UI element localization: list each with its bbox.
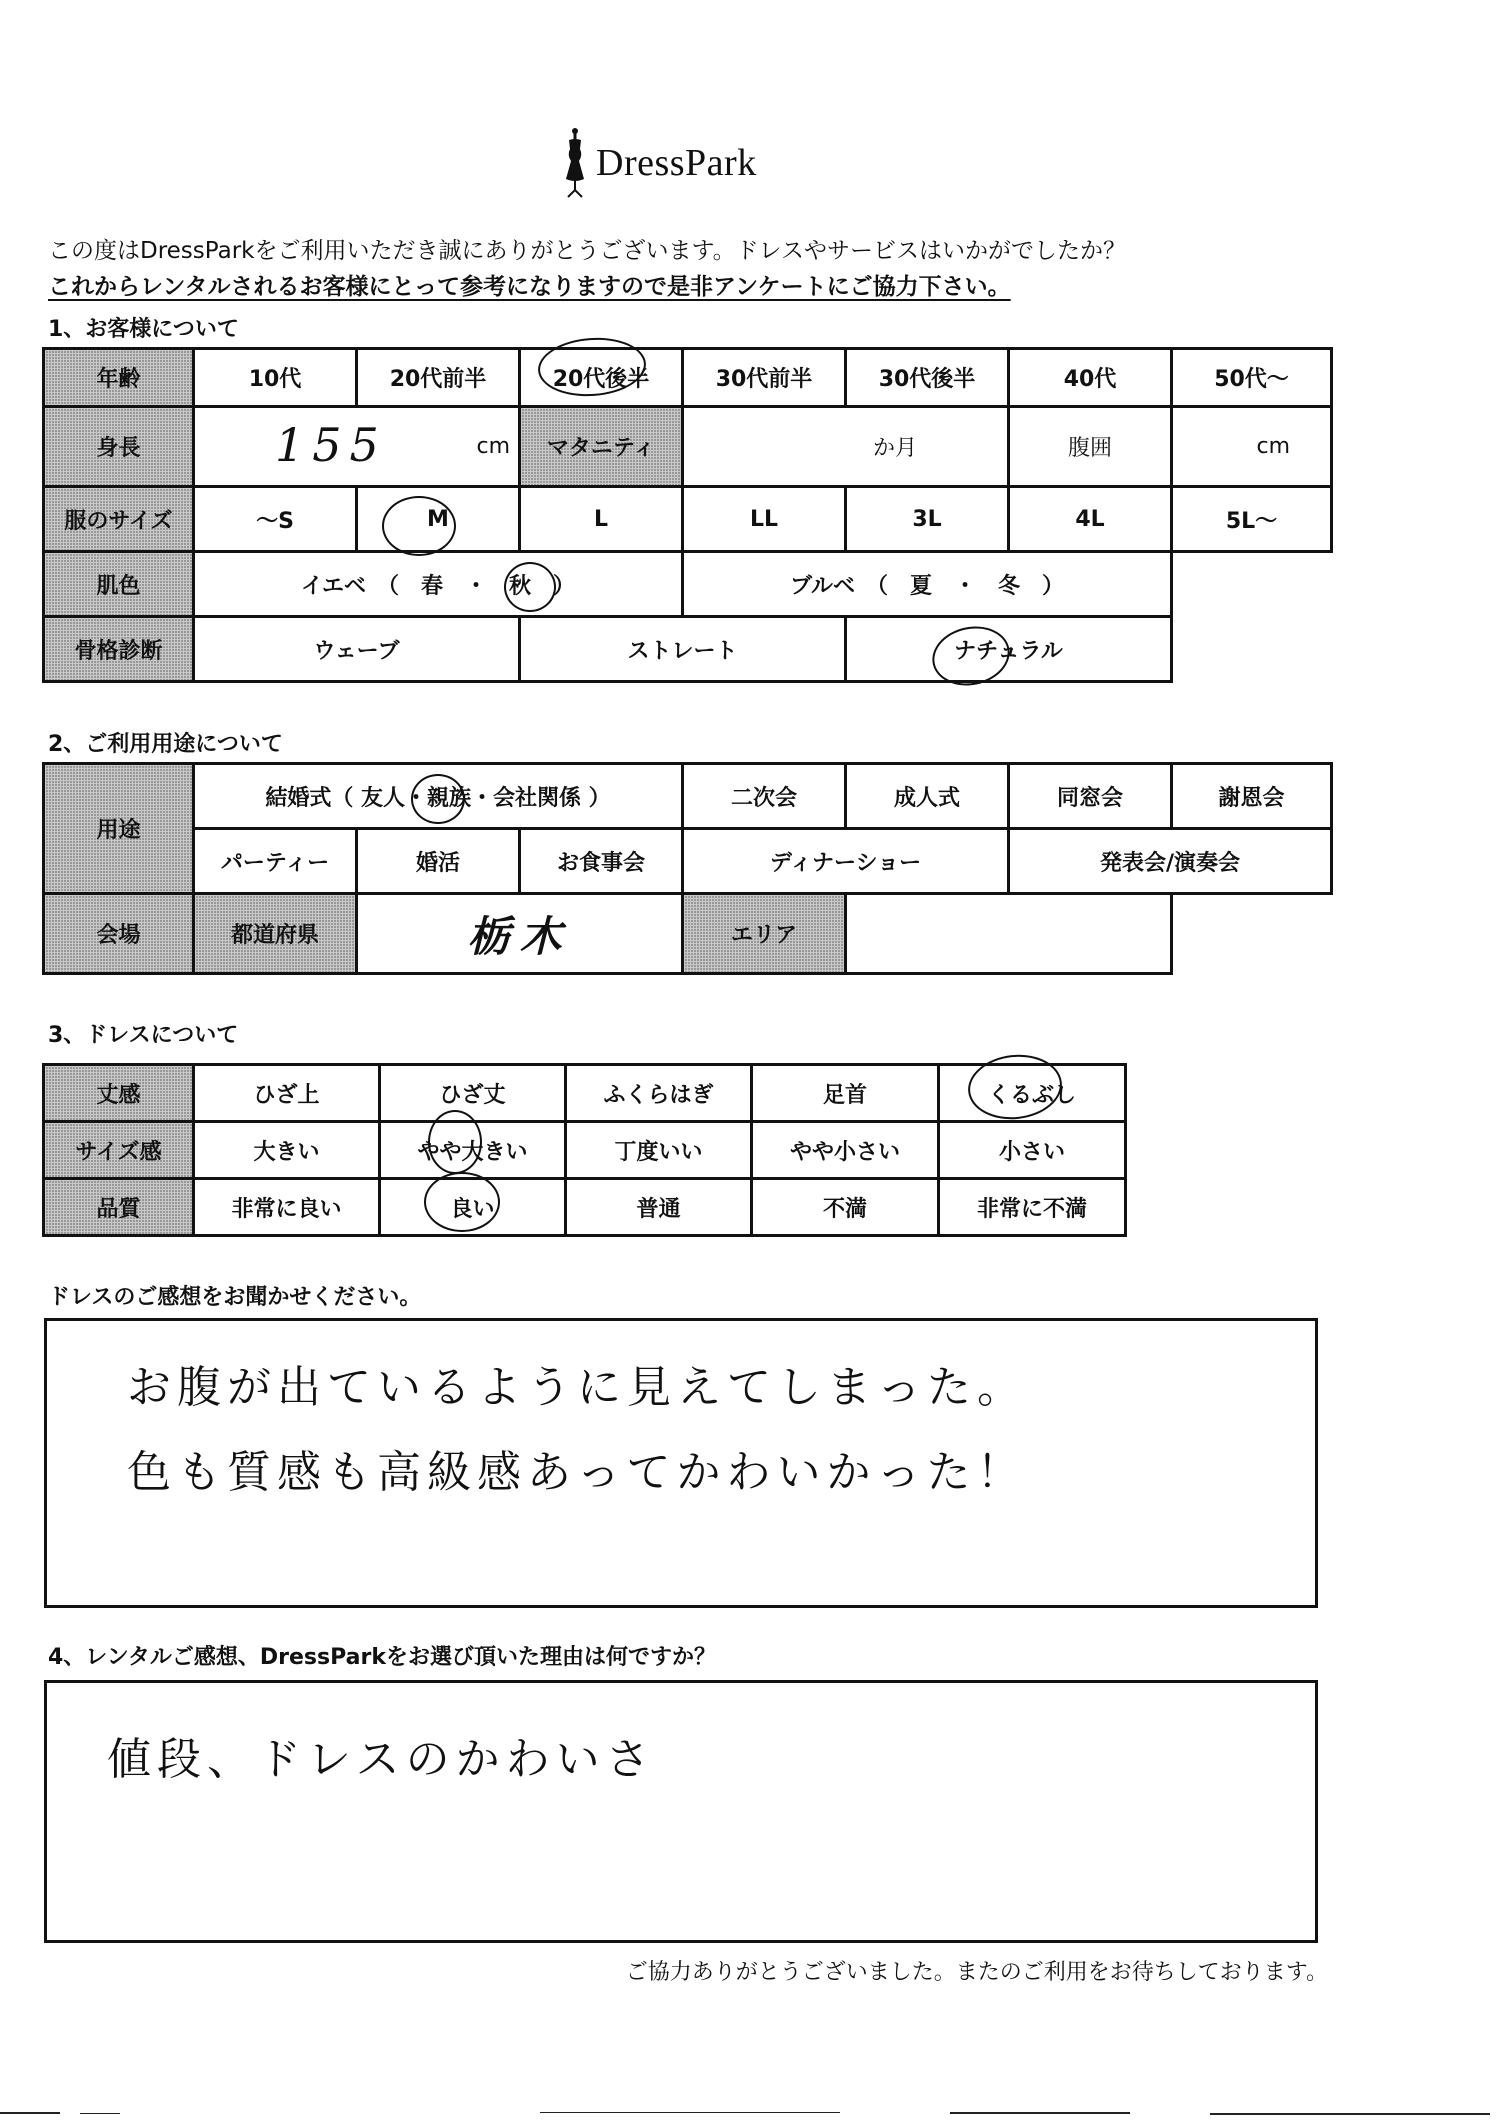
section2-title: 2、ご利用用途について	[48, 732, 283, 757]
age-row	[44, 349, 1332, 407]
age-option-early-20s[interactable]: 20代前半	[357, 349, 520, 407]
skeleton-row	[44, 617, 1332, 682]
usage-option-recital[interactable]: 発表会/演奏会	[1009, 829, 1332, 894]
empty-cell	[1172, 894, 1332, 974]
waist-label: 腹囲	[1009, 407, 1172, 487]
footer-thanks: ご協力ありがとうございました。またのご利用をお待ちしております。	[625, 1960, 1328, 1985]
quality-option-poor[interactable]: 不満	[752, 1179, 939, 1236]
usage-row-1	[44, 764, 1332, 829]
maternity-label: マタニティ	[520, 407, 683, 487]
section4-title: 4、レンタルご感想、DressParkをお選び頂いた理由は何ですか？	[48, 1645, 716, 1670]
scan-artifact	[950, 2112, 1130, 2114]
reason-answer: 値段、ドレスのかわいさ	[107, 1734, 656, 1785]
impressions-line-1: お腹が出ているように見えてしまった。	[127, 1362, 1027, 1413]
usage-table	[42, 762, 1333, 975]
skeleton-option-straight[interactable]: ストレート	[520, 617, 846, 682]
height-value: 155	[275, 418, 387, 472]
prefecture-value[interactable]: 栃木	[357, 894, 683, 974]
reason-box[interactable]	[44, 1680, 1318, 1943]
logo	[560, 118, 757, 208]
area-label: エリア	[683, 894, 846, 974]
length-label: 丈感	[44, 1065, 194, 1122]
size-option-4l[interactable]: 4L	[1009, 487, 1172, 552]
section3-title: 3、ドレスについて	[48, 1023, 239, 1048]
impressions-prompt: ドレスのご感想をお聞かせください。	[48, 1285, 422, 1310]
skin-yellow-option[interactable]: イエベ （ 春 ・ 秋 ）	[194, 552, 683, 617]
length-row	[44, 1065, 1126, 1122]
fit-option-large[interactable]: 大きい	[194, 1122, 380, 1179]
height-label: 身長	[44, 407, 194, 487]
empty-cell	[1172, 552, 1332, 617]
usage-option-afterparty[interactable]: 二次会	[683, 764, 846, 829]
age-option-early-30s[interactable]: 30代前半	[683, 349, 846, 407]
fit-option-slightly-small[interactable]: やや小さい	[752, 1122, 939, 1179]
fit-label: サイズ感	[44, 1122, 194, 1179]
section1-title: 1、お客様について	[48, 317, 239, 342]
usage-option-wedding[interactable]: 結婚式（ 友人・親族・会社関係 ）	[194, 764, 683, 829]
quality-label: 品質	[44, 1179, 194, 1236]
scan-artifact	[1210, 2113, 1490, 2115]
scan-artifact	[0, 2112, 60, 2114]
area-value[interactable]	[846, 894, 1172, 974]
size-option-l[interactable]: L	[520, 487, 683, 552]
skin-row	[44, 552, 1332, 617]
scan-artifact	[80, 2113, 120, 2114]
dress-form-icon	[560, 127, 590, 199]
length-option-knee[interactable]: ひざ丈	[380, 1065, 566, 1122]
quality-option-very-poor[interactable]: 非常に不満	[939, 1179, 1126, 1236]
age-option-40s[interactable]: 40代	[1009, 349, 1172, 407]
skeleton-label: 骨格診断	[44, 617, 194, 682]
empty-cell	[1172, 617, 1332, 682]
size-option-s[interactable]: ～S	[194, 487, 357, 552]
age-option-late-20s[interactable]: 20代後半	[520, 349, 683, 407]
quality-option-good[interactable]: 良い	[380, 1179, 566, 1236]
height-row	[44, 407, 1332, 487]
size-option-5l[interactable]: 5L～	[1172, 487, 1332, 552]
length-option-calf[interactable]: ふくらはぎ	[566, 1065, 752, 1122]
impressions-line-2: 色も質感も高級感あってかわいかった！	[127, 1447, 1027, 1498]
height-unit: cm	[476, 434, 510, 459]
fit-row	[44, 1122, 1126, 1179]
skeleton-option-wave[interactable]: ウェーブ	[194, 617, 520, 682]
usage-option-party[interactable]: パーティー	[194, 829, 357, 894]
usage-option-coming-of-age[interactable]: 成人式	[846, 764, 1009, 829]
usage-option-konkatsu[interactable]: 婚活	[357, 829, 520, 894]
quality-row	[44, 1179, 1126, 1236]
fit-option-slightly-large[interactable]: やや大きい	[380, 1122, 566, 1179]
usage-label: 用途	[44, 764, 194, 894]
skeleton-option-natural[interactable]: ナチュラル	[846, 617, 1172, 682]
usage-row-2	[44, 829, 1332, 894]
age-option-50s-plus[interactable]: 50代～	[1172, 349, 1332, 407]
venue-row	[44, 894, 1332, 974]
height-field[interactable]	[194, 407, 520, 487]
usage-option-reunion[interactable]: 同窓会	[1009, 764, 1172, 829]
age-label: 年齢	[44, 349, 194, 407]
dress-table	[42, 1063, 1127, 1237]
prefecture-label: 都道府県	[194, 894, 357, 974]
waist-field[interactable]: cm	[1172, 407, 1332, 487]
usage-option-dinner[interactable]: お食事会	[520, 829, 683, 894]
size-row	[44, 487, 1332, 552]
intro-request-text: これからレンタルされるお客様にとって参考になりますので是非アンケートにご協力下さい。	[48, 274, 1011, 300]
size-option-m[interactable]: M	[357, 487, 520, 552]
length-option-above-knee[interactable]: ひざ上	[194, 1065, 380, 1122]
size-option-3l[interactable]: 3L	[846, 487, 1009, 552]
scan-artifact	[540, 2112, 840, 2113]
size-label: 服のサイズ	[44, 487, 194, 552]
maternity-months-field[interactable]: か月	[683, 407, 1009, 487]
intro-text: この度はDressParkをご利用いただき誠にありがとうございます。ドレスやサービスはいかがでしたか？	[48, 238, 1126, 264]
usage-option-thanks-party[interactable]: 謝恩会	[1172, 764, 1332, 829]
logo-text: DressPark	[596, 142, 757, 184]
size-option-ll[interactable]: LL	[683, 487, 846, 552]
quality-option-average[interactable]: 普通	[566, 1179, 752, 1236]
length-option-ankle[interactable]: 足首	[752, 1065, 939, 1122]
age-option-late-30s[interactable]: 30代後半	[846, 349, 1009, 407]
skin-label: 肌色	[44, 552, 194, 617]
venue-label: 会場	[44, 894, 194, 974]
usage-option-dinner-show[interactable]: ディナーショー	[683, 829, 1009, 894]
skin-blue-option[interactable]: ブルベ （ 夏 ・ 冬 ）	[683, 552, 1172, 617]
age-option-10s[interactable]: 10代	[194, 349, 357, 407]
impressions-box[interactable]	[44, 1318, 1318, 1608]
fit-option-just-right[interactable]: 丁度いい	[566, 1122, 752, 1179]
fit-option-small[interactable]: 小さい	[939, 1122, 1126, 1179]
customer-info-table	[42, 347, 1333, 683]
length-option-anklebone[interactable]: くるぶし	[939, 1065, 1126, 1122]
quality-option-excellent[interactable]: 非常に良い	[194, 1179, 380, 1236]
